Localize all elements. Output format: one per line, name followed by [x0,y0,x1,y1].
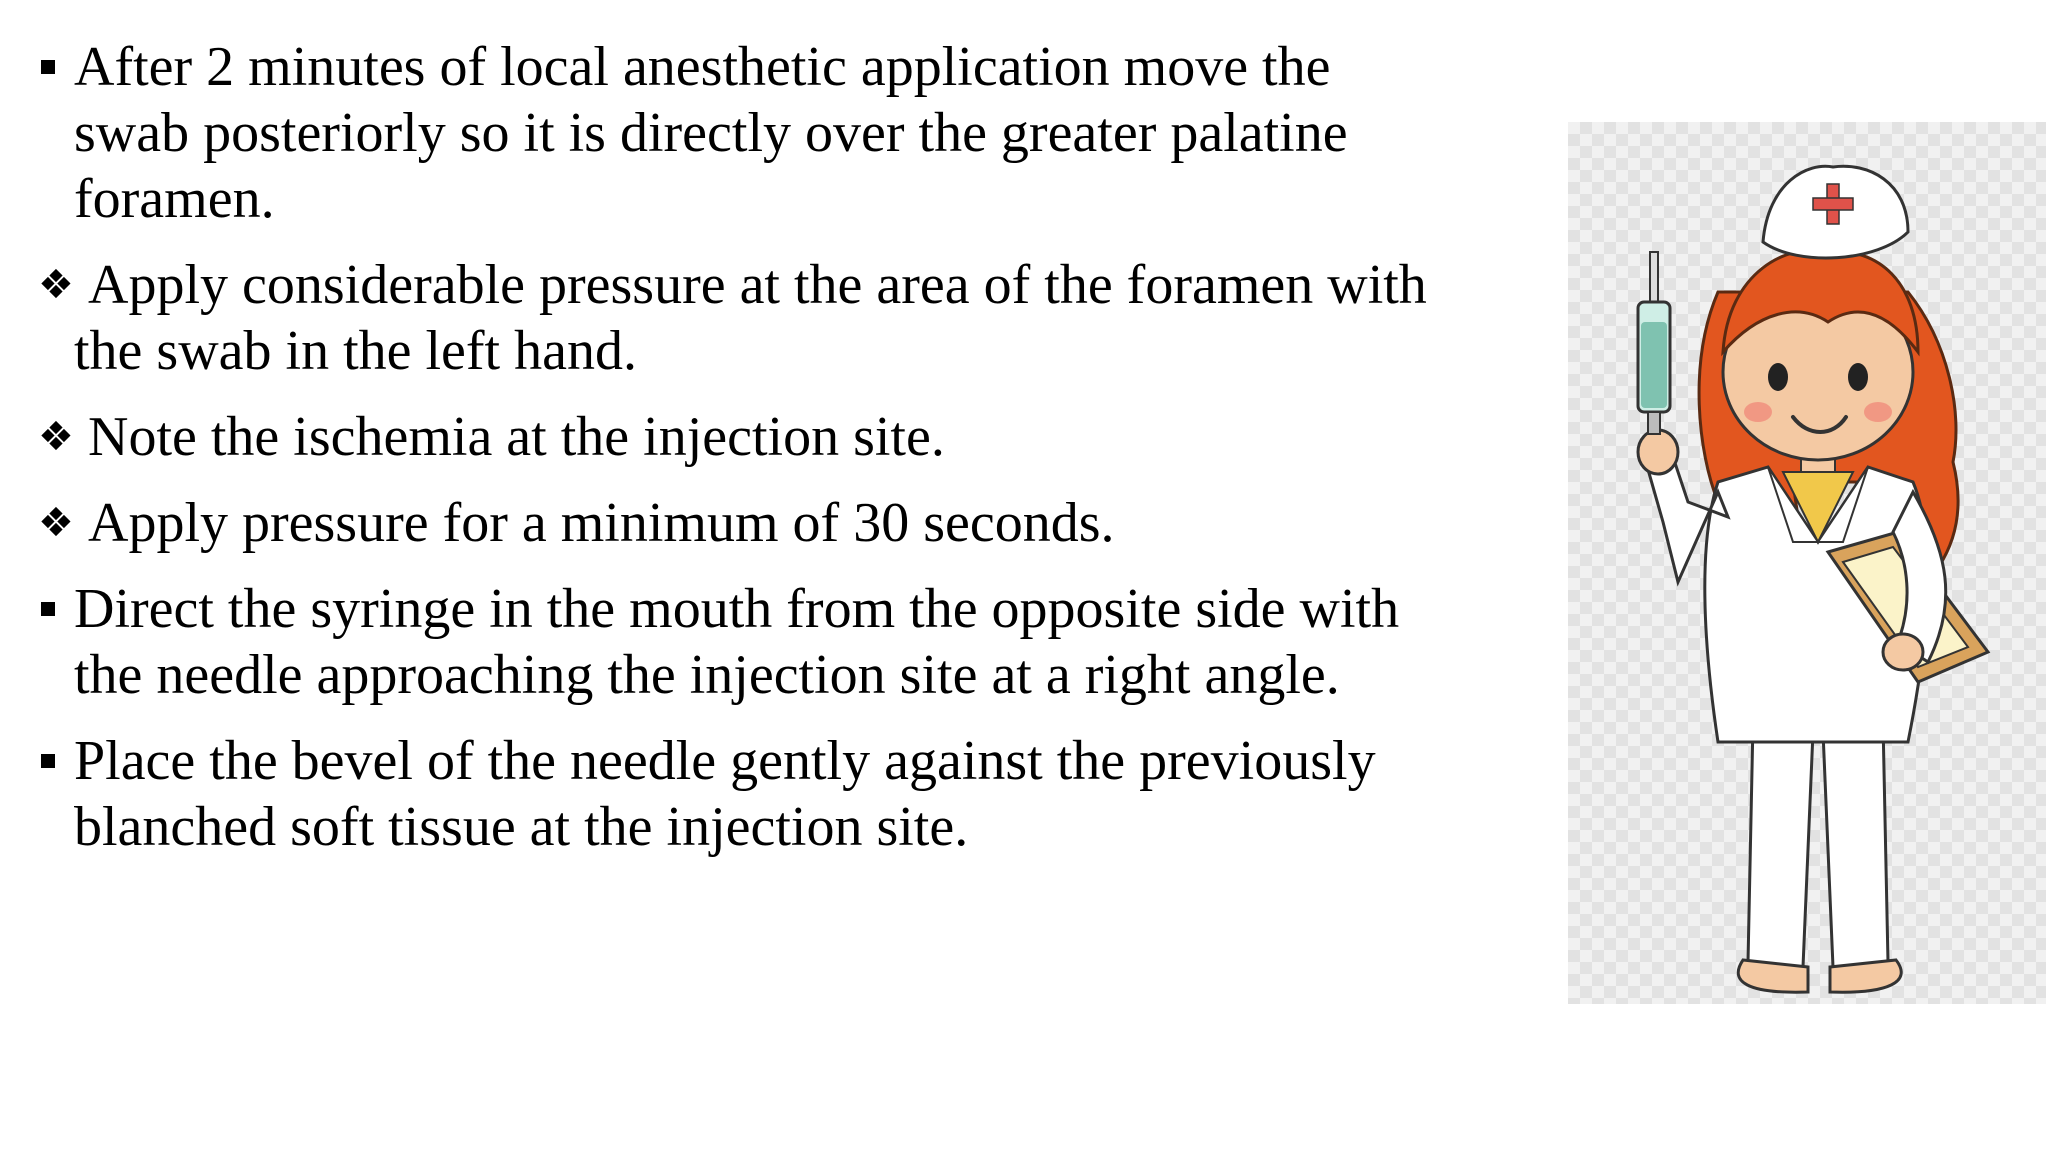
square-bullet-icon [41,60,55,74]
syringe-fluid [1641,322,1667,408]
bullet-line: Apply pressure for a minimum of 30 seconds. [88,492,1115,554]
bullet-list [38,34,1568,880]
bullet-line: Direct the syringe in the mouth from the opposite side with [74,578,1400,640]
right-foot [1830,960,1901,992]
bullet-line: After 2 minutes of local anesthetic application move the [74,36,1331,98]
bullet-line: blanched soft tissue at the injection site. [74,796,969,858]
hand-left [1638,430,1678,474]
bullet-line: foramen. [74,168,275,230]
bullet-item-2 [38,252,1568,384]
diamond-bullet-icon: ❖ [38,262,74,308]
square-bullet-icon [41,754,55,768]
cheek-left [1744,402,1772,422]
cheek-right [1864,402,1892,422]
bullet-item-1 [38,34,1568,232]
bullet-line: the needle approaching the injection site at a right angle. [74,644,1340,706]
syringe-plunger [1650,252,1658,302]
bullet-line: Apply considerable pressure at the area of the foramen with [88,254,1427,316]
right-leg [1823,722,1888,967]
hand-right [1883,634,1923,670]
bullet-line: the swab in the left hand. [74,320,637,382]
syringe-tip [1648,412,1660,434]
diamond-bullet-icon: ❖ [38,500,74,546]
red-cross-horizontal [1813,198,1853,210]
diamond-bullet-icon: ❖ [38,414,74,460]
bullet-item-6 [38,728,1568,860]
nurse-with-syringe-icon [1568,122,2046,1004]
left-leg [1748,722,1813,967]
bullet-item-4 [38,490,1568,556]
square-bullet-icon [41,602,55,616]
bullet-line: swab posteriorly so it is directly over the greater palatine [74,102,1348,164]
bullet-line: Place the bevel of the needle gently against the previously [74,730,1376,792]
bullet-line: Note the ischemia at the injection site. [88,406,945,468]
left-foot [1738,960,1808,992]
eye-right [1848,363,1868,391]
bullet-item-5 [38,576,1568,708]
nurse-illustration-svg [1568,122,2046,1004]
eye-left [1768,363,1788,391]
bullet-item-3 [38,404,1568,470]
